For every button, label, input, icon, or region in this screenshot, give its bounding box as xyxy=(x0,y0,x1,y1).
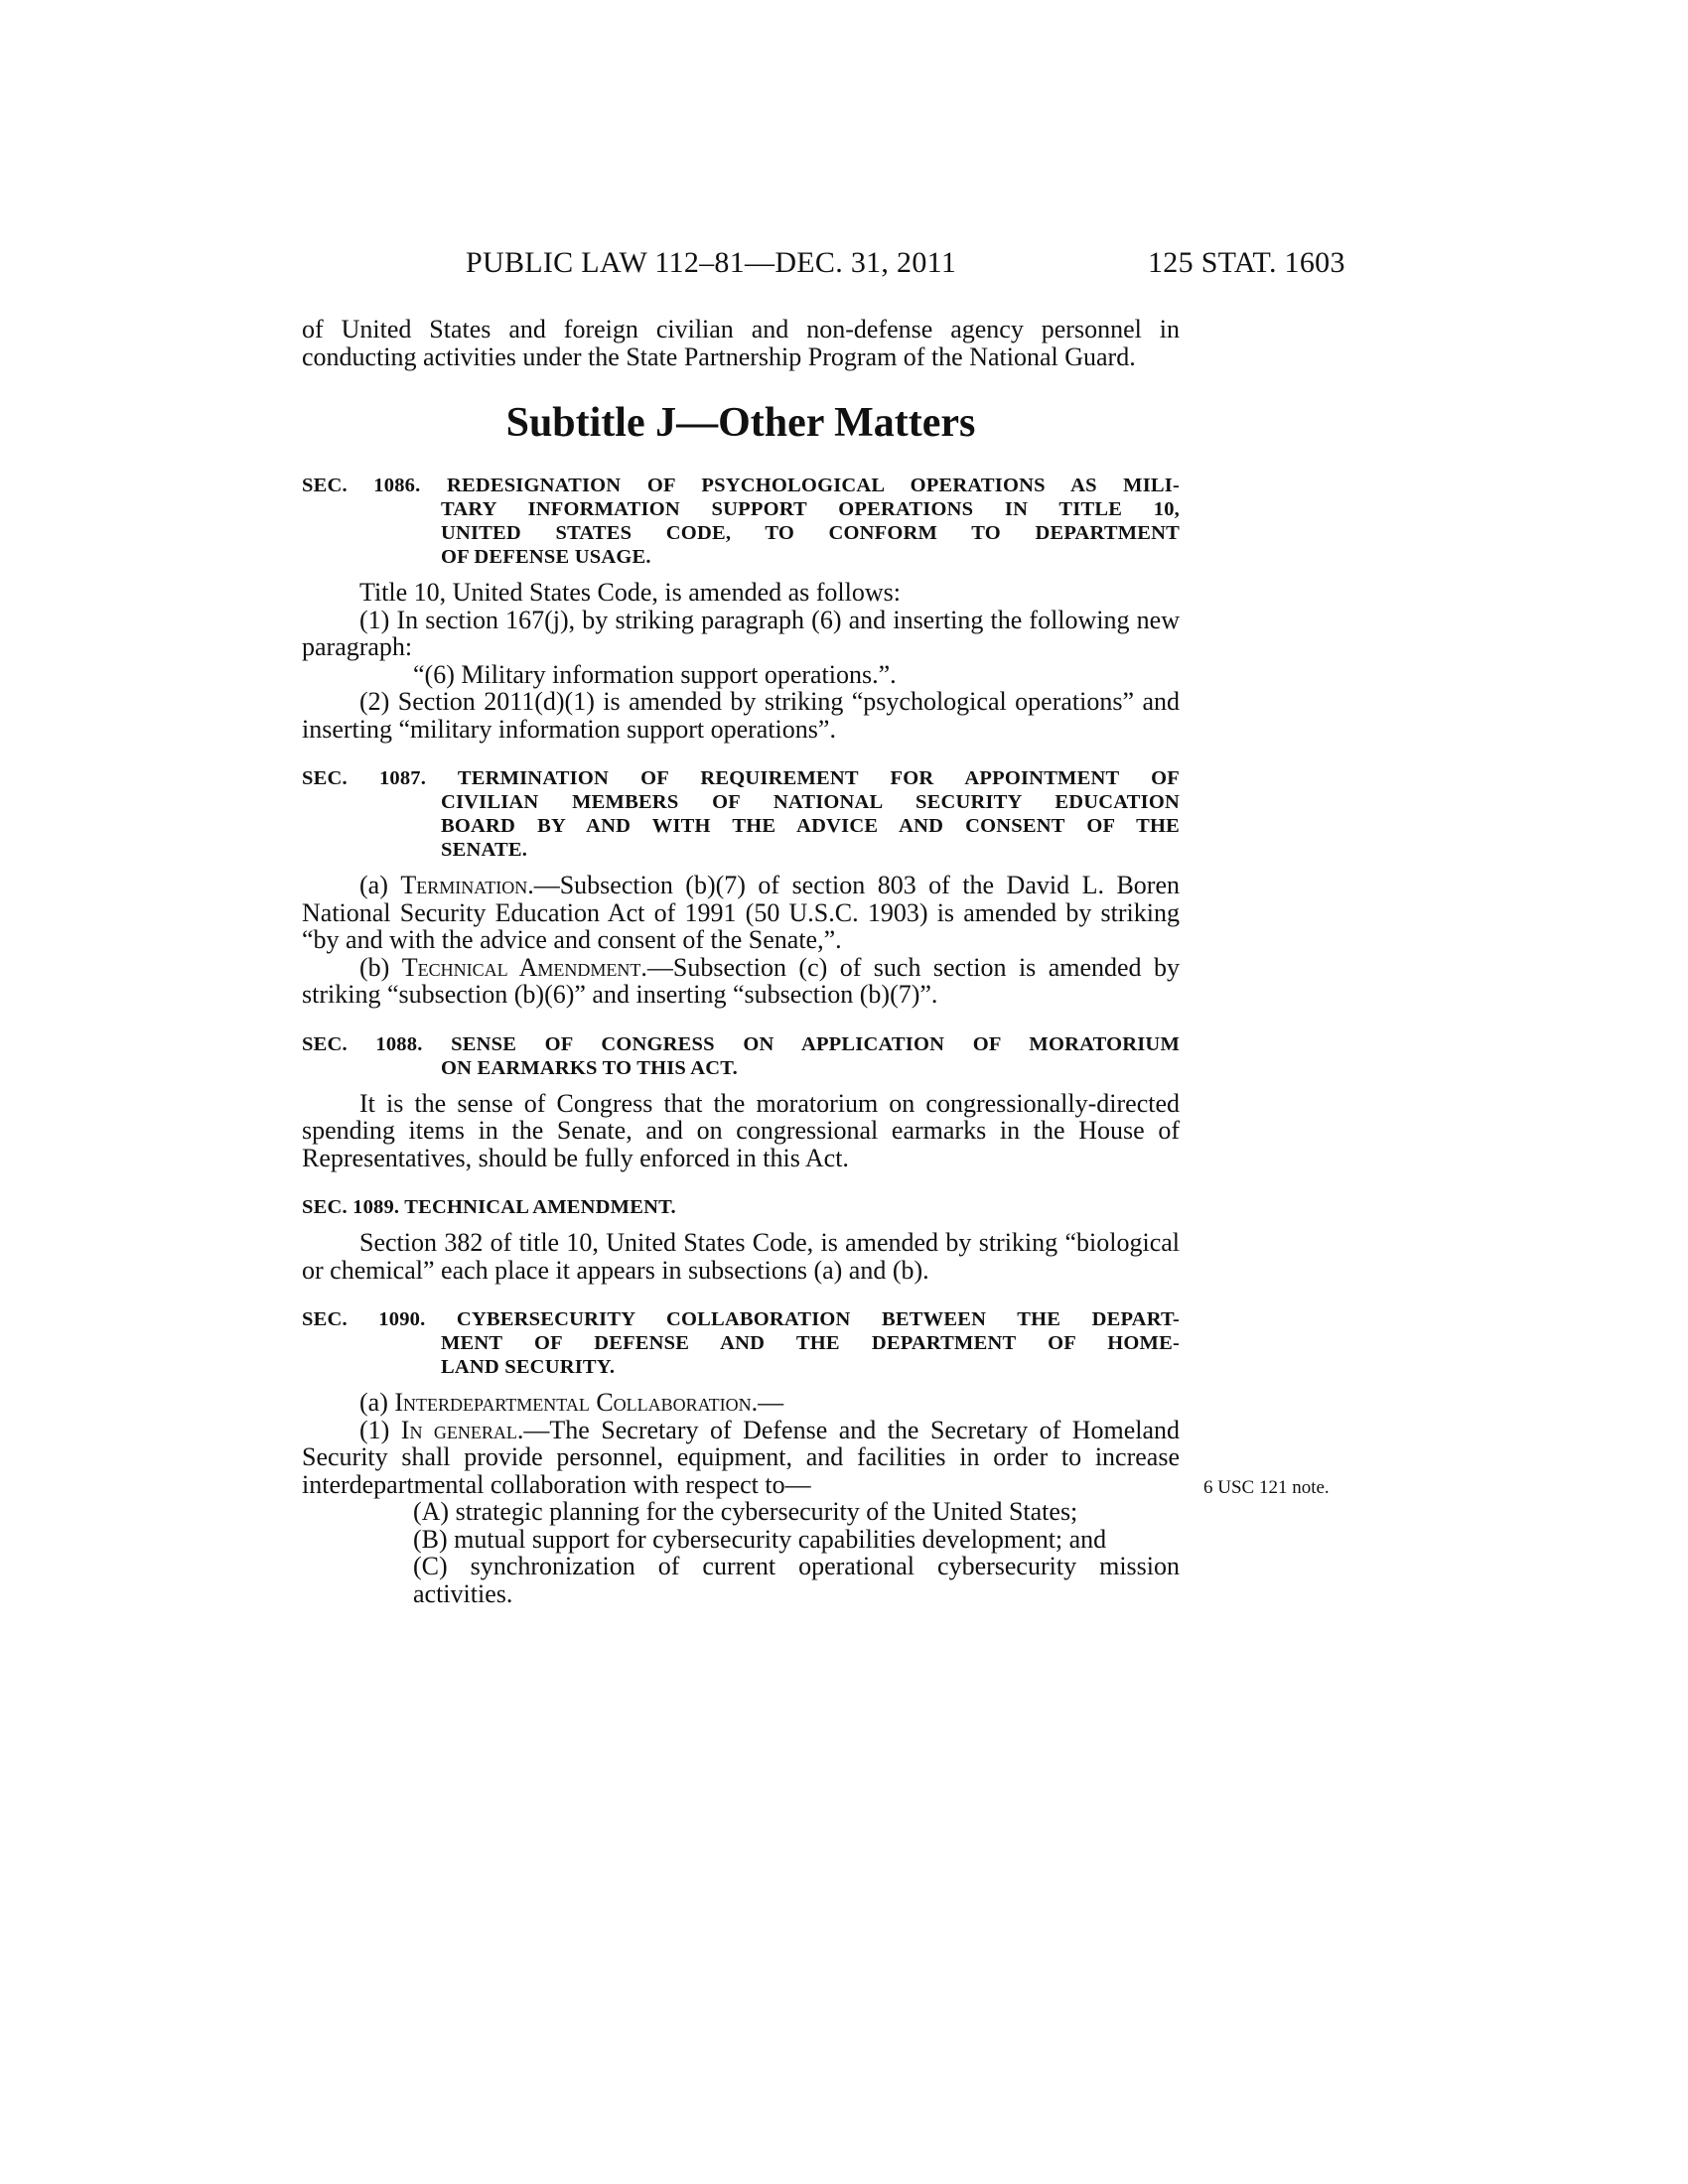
section-1088-heading xyxy=(302,1032,1180,1080)
section-1086-para-1 xyxy=(302,607,1180,661)
section-1088-text: It is the sense of Congress that the moratorium on congressionally-directed spending items in the Senate, and on congressional earmarks in the House of Representatives, should be fully enforced in this Act. xyxy=(302,1088,1180,1172)
heading-line: SEC. 1086. REDESIGNATION OF PSYCHOLOGICAL OPERATIONS AS MILI- xyxy=(302,475,1180,496)
heading-line: OF DEFENSE USAGE. xyxy=(441,546,651,568)
subtitle-heading: Subtitle J—Other Matters xyxy=(505,400,976,446)
section-1087-subsection-a xyxy=(302,872,1180,954)
heading-line: CIVILIAN MEMBERS OF NATIONAL SECURITY EDUCATION xyxy=(441,791,1180,813)
heading-line: TARY INFORMATION SUPPORT OPERATIONS IN TITLE 10, xyxy=(441,498,1180,520)
subsection-text: .—Subsection (c) of such section is amended by striking “subsection (b)(6)” and inserting “subsection (b)(7)”. xyxy=(302,952,1180,1009)
body-column xyxy=(302,316,1180,1607)
section-1086-intro: Title 10, United States Code, is amended as follows: xyxy=(359,578,901,607)
para-text: .—The Secretary of Defense and the Secretary of Homeland Security shall provide personnel, equipment, and facilities in order to increase interdepartmental collaboration with respect to— xyxy=(302,1415,1180,1499)
public-law-title: PUBLIC LAW 112–81—DEC. 31, 2011 xyxy=(466,246,957,279)
margin-note-usc: 6 USC 121 note. xyxy=(1203,1477,1330,1498)
heading-line: SEC. 1090. CYBERSECURITY COLLABORATION BETWEEN THE DEPART- xyxy=(302,1308,1180,1330)
item-text: (C) synchronization of current operational cybersecurity mission activities. xyxy=(413,1552,1180,1608)
section-1086-para-2: (2) Section 2011(d)(1) is amended by striking “psychological operations” and inserting “military information support operations”. xyxy=(302,687,1180,744)
para-label: (1) xyxy=(359,1415,401,1444)
section-1090-heading xyxy=(302,1307,1180,1379)
section-1086-heading xyxy=(302,474,1180,569)
section-1090-item-C xyxy=(302,1553,1180,1607)
section-1090-para-1 xyxy=(302,1417,1180,1499)
heading-line: SENATE. xyxy=(441,839,528,861)
subsection-text: .—Subsection (b)(7) of section 803 of the David L. Boren National Security Education Act of 1991 (50 U.S.C. 1903) is amended by striking “by and with the advice and consent of the Senate,”. xyxy=(302,871,1180,954)
heading-line: ON EARMARKS TO THIS ACT. xyxy=(441,1056,738,1079)
item-text: (A) strategic planning for the cybersecurity of the United States; xyxy=(413,1497,1078,1526)
section-1089-heading xyxy=(302,1195,1180,1219)
heading-line: SEC. 1089. TECHNICAL AMENDMENT. xyxy=(302,1196,676,1218)
para-text: (1) In section 167(j), by striking paragraph (6) and inserting the following new paragraph: xyxy=(302,605,1180,661)
running-header xyxy=(0,246,1688,286)
heading-line: SEC. 1087. TERMINATION OF REQUIREMENT FOR APPOINTMENT OF xyxy=(302,767,1180,789)
subsection-label: (a) xyxy=(359,871,401,899)
subsection-tail: .— xyxy=(751,1388,784,1417)
heading-line: MENT OF DEFENSE AND THE DEPARTMENT OF HOME- xyxy=(441,1332,1180,1354)
section-1087-subsection-b xyxy=(302,954,1180,1009)
subsection-label: (b) xyxy=(359,952,402,982)
subsection-caption: Technical Amendment xyxy=(401,952,641,982)
subsection-caption: Termination xyxy=(400,871,528,899)
heading-line: SEC. 1088. SENSE OF CONGRESS ON APPLICATION OF MORATORIUM xyxy=(302,1032,1180,1055)
para-caption: In general xyxy=(400,1415,517,1444)
subsection-label: (a) xyxy=(359,1388,395,1417)
section-1090-item-A xyxy=(302,1498,1180,1526)
item-text: (B) mutual support for cybersecurity capabilities development; and xyxy=(413,1524,1107,1554)
subsection-caption: Interdepartmental Collaboration xyxy=(394,1388,752,1417)
intro-paragraph: of United States and foreign civilian and non-defense agency personnel in conducting activities under the State Partnership Program of the National Guard. xyxy=(302,315,1180,371)
heading-line: LAND SECURITY. xyxy=(441,1356,616,1378)
section-1090-item-B xyxy=(302,1526,1180,1554)
section-1090-subsection-a xyxy=(302,1389,1180,1417)
heading-line: BOARD BY AND WITH THE ADVICE AND CONSENT OF THE xyxy=(441,815,1180,837)
section-1087-heading xyxy=(302,766,1180,862)
heading-line: UNITED STATES CODE, TO CONFORM TO DEPARTMENT xyxy=(441,522,1180,544)
section-1086-quoted-paragraph: “(6) Military information support operations.”. xyxy=(413,659,897,689)
section-1089-text: Section 382 of title 10, United States Code, is amended by striking “biological or chemical” each place it appears in subsections (a) and (b). xyxy=(302,1228,1180,1285)
statute-page-number: 125 STAT. 1603 xyxy=(1148,246,1345,279)
